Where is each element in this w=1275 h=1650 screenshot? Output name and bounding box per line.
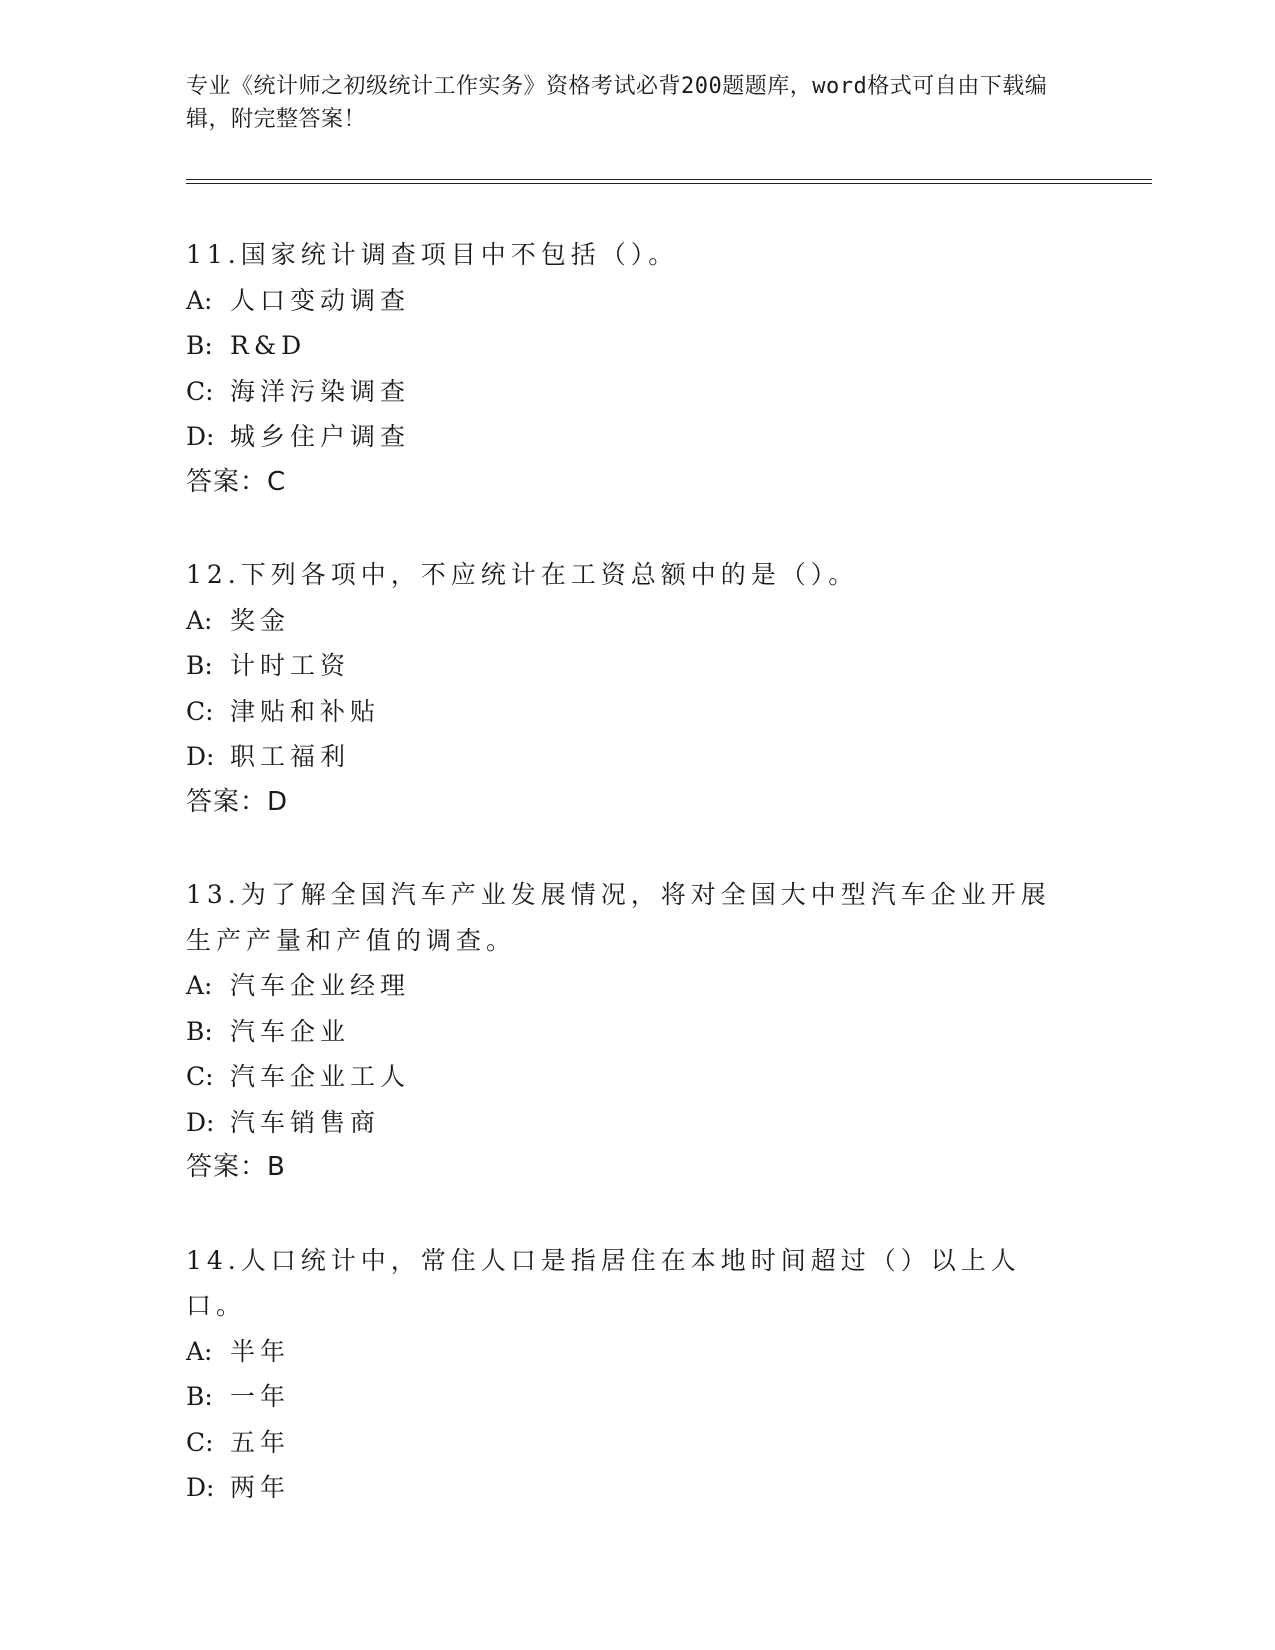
option-text: 津贴和补贴 <box>230 696 381 726</box>
option-text: 计时工资 <box>230 651 351 680</box>
option-text: 汽车销售商 <box>230 1107 381 1137</box>
option-text: 一年 <box>230 1382 291 1411</box>
option-a <box>186 598 1066 644</box>
option-key: A: <box>186 1336 213 1366</box>
option-text: 汽车企业 <box>230 1016 351 1046</box>
option-text: 人口变动调查 <box>230 285 411 315</box>
option-a <box>186 963 1066 1009</box>
answer-line: 答案：C <box>186 466 287 497</box>
option-key: A: <box>186 605 213 635</box>
option-key: D: <box>186 1473 215 1502</box>
header-divider <box>186 179 1152 184</box>
option-b <box>186 643 1066 689</box>
question-stem: 11.国家统计调查项目中不包括（）。 <box>186 240 679 269</box>
option-text: 两年 <box>230 1473 291 1502</box>
option-key: B: <box>186 1016 213 1046</box>
option-key: D: <box>186 422 215 451</box>
question-11 <box>186 232 1146 505</box>
option-key: B: <box>186 1382 213 1411</box>
option-text: R&D <box>230 331 307 360</box>
option-text: 汽车企业经理 <box>230 971 411 1000</box>
option-d <box>186 1465 1066 1511</box>
option-text: 半年 <box>230 1336 291 1366</box>
option-key: B: <box>186 651 213 680</box>
option-key: C: <box>186 1062 214 1091</box>
question-12 <box>186 552 1146 825</box>
option-key: B: <box>186 331 213 360</box>
option-key: C: <box>186 376 214 406</box>
document-header: 专业《统计师之初级统计工作实务》资格考试必背200题题库，word格式可自由下载编辑，附完整答案！ <box>186 74 1048 132</box>
option-b <box>186 1374 1066 1420</box>
option-d <box>186 414 1066 460</box>
option-c <box>186 689 1066 735</box>
option-a <box>186 278 1066 324</box>
option-c <box>186 1420 1066 1466</box>
option-c <box>186 1054 1066 1100</box>
question-stem: 13.为了解全国汽车产业发展情况，将对全国大中型汽车企业开展生产产量和产值的调查。 <box>186 880 1051 955</box>
question-14 <box>186 1238 1146 1511</box>
option-key: A: <box>186 285 213 315</box>
answer-line: 答案：D <box>186 786 289 817</box>
option-key: C: <box>186 1427 214 1457</box>
option-b <box>186 1009 1066 1055</box>
question-stem: 12.下列各项中，不应统计在工资总额中的是（）。 <box>186 560 859 589</box>
option-key: C: <box>186 696 214 726</box>
option-b <box>186 323 1066 369</box>
option-key: A: <box>186 971 213 1000</box>
question-list <box>186 232 1146 1511</box>
option-d <box>186 734 1066 780</box>
document-page <box>186 70 1146 1558</box>
option-c <box>186 369 1066 415</box>
option-text: 职工福利 <box>230 742 351 771</box>
option-text: 汽车企业工人 <box>230 1062 411 1091</box>
option-text: 五年 <box>230 1427 291 1457</box>
option-text: 城乡住户调查 <box>230 422 411 451</box>
option-key: D: <box>186 1107 215 1137</box>
question-stem: 14.人口统计中，常住人口是指居住在本地时间超过（）以上人口。 <box>186 1245 1021 1320</box>
option-text: 奖金 <box>230 605 291 635</box>
option-key: D: <box>186 742 215 771</box>
option-text: 海洋污染调查 <box>230 376 411 406</box>
option-a <box>186 1329 1066 1375</box>
option-d <box>186 1100 1066 1146</box>
answer-line: 答案：B <box>186 1152 286 1182</box>
question-13 <box>186 872 1146 1191</box>
